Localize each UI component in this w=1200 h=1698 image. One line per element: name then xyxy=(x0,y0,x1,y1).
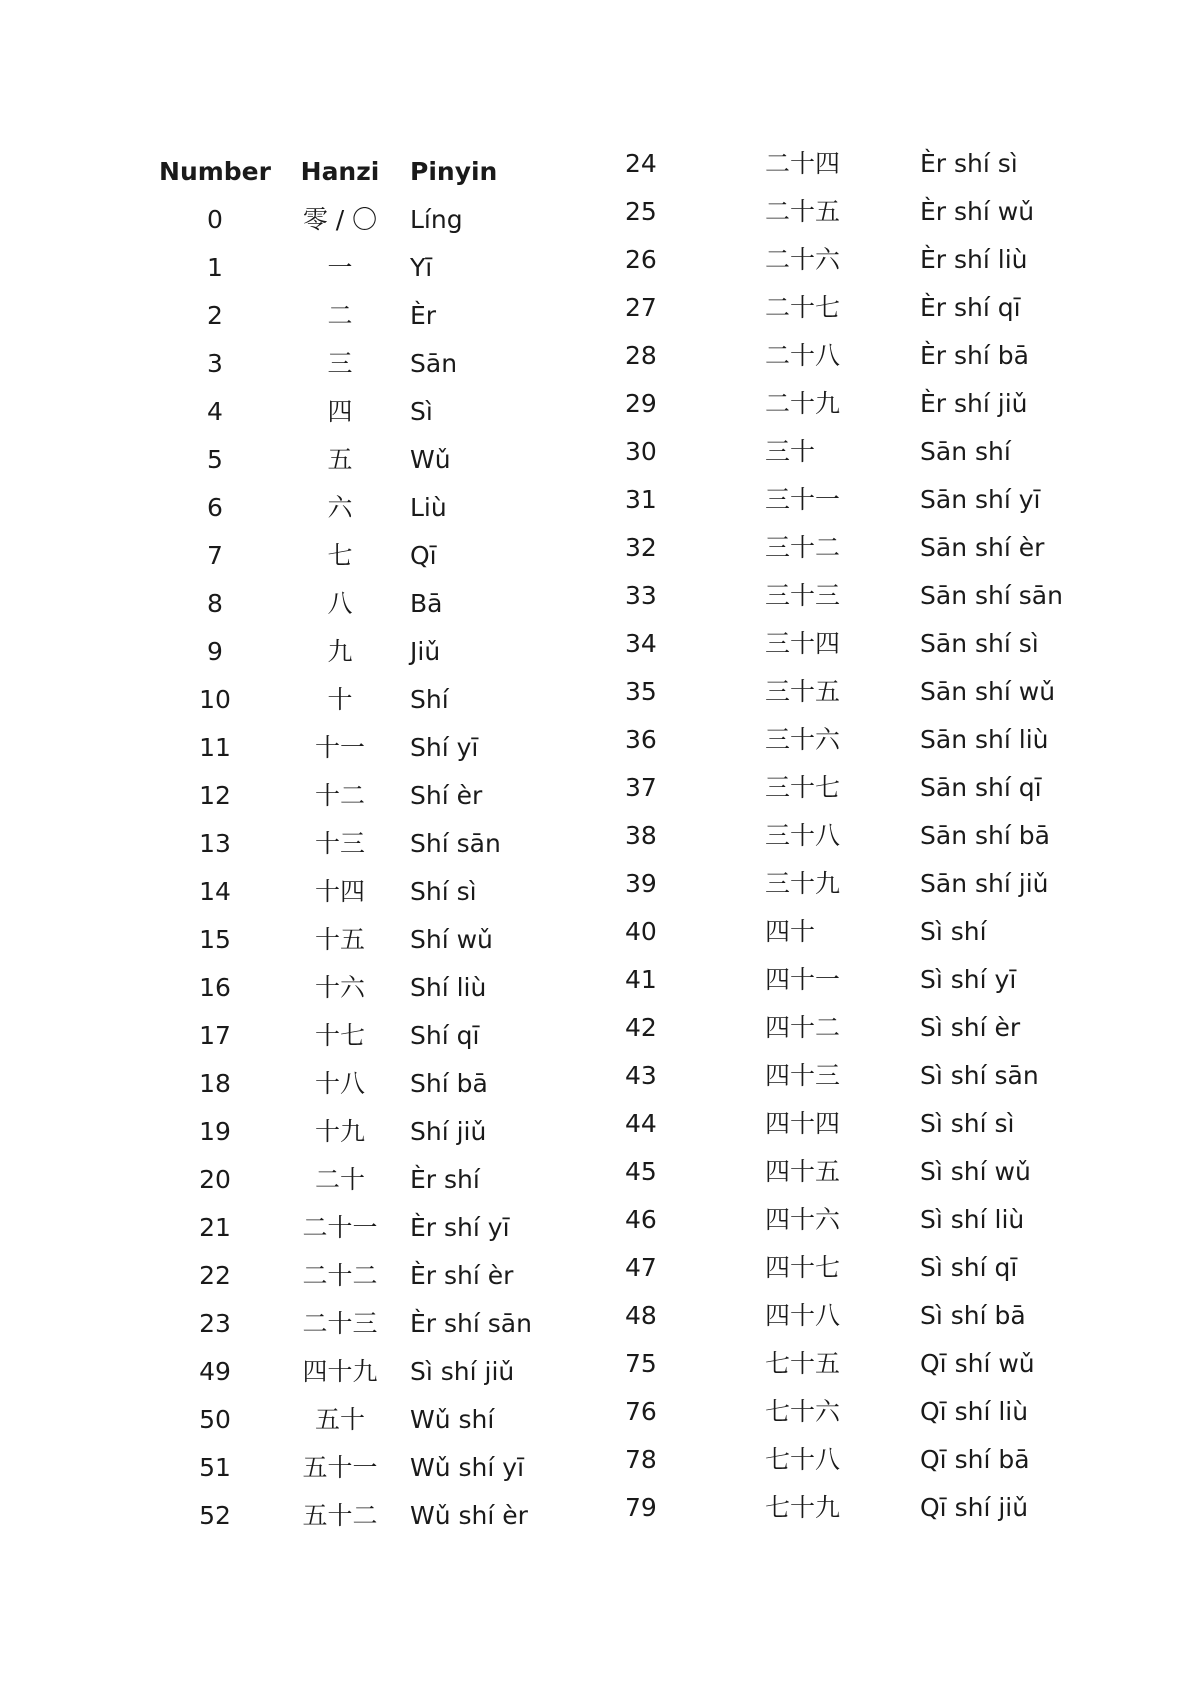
number-cell: 37 xyxy=(625,773,657,802)
number-cell: 32 xyxy=(625,533,657,562)
pinyin-cell: Sì shí sì xyxy=(920,1109,1015,1138)
table-row xyxy=(625,1388,1115,1436)
table-row xyxy=(150,628,590,676)
number-cell: 18 xyxy=(199,1069,231,1098)
number-cell: 42 xyxy=(625,1013,657,1042)
pinyin-cell: Bā xyxy=(410,589,443,618)
hanzi-cell: 二 xyxy=(327,301,353,330)
pinyin-cell: Qī shí wǔ xyxy=(920,1349,1035,1378)
hanzi-cell: 四十八 xyxy=(765,1301,841,1330)
pinyin-cell: Wǔ shí èr xyxy=(410,1501,528,1530)
left-column-table xyxy=(150,140,590,1540)
hanzi-cell: 三十七 xyxy=(765,773,841,802)
hanzi-cell: 四十五 xyxy=(765,1157,841,1186)
hanzi-cell: 七十九 xyxy=(765,1493,841,1522)
number-cell: 52 xyxy=(199,1501,231,1530)
pinyin-cell: Sān shí wǔ xyxy=(920,677,1056,706)
table-row xyxy=(150,388,590,436)
hanzi-cell: 四十一 xyxy=(765,965,841,994)
table-row xyxy=(150,436,590,484)
hanzi-cell: 三十四 xyxy=(765,629,841,658)
hanzi-cell: 十八 xyxy=(314,1069,365,1098)
number-cell: 28 xyxy=(625,341,657,370)
pinyin-cell: Sān shí bā xyxy=(920,821,1050,850)
hanzi-cell: 十二 xyxy=(314,781,365,810)
hanzi-cell: 五十二 xyxy=(302,1501,378,1530)
number-cell: 34 xyxy=(625,629,657,658)
hanzi-cell: 三十五 xyxy=(765,677,841,706)
pinyin-cell: Sì shí èr xyxy=(920,1013,1021,1042)
pinyin-cell: Sān shí qī xyxy=(920,773,1042,802)
number-cell: 4 xyxy=(207,397,223,426)
table-row xyxy=(150,580,590,628)
table-row xyxy=(625,620,1115,668)
hanzi-cell: 九 xyxy=(327,637,353,666)
pinyin-cell: Qī xyxy=(410,541,437,570)
hanzi-cell: 三十三 xyxy=(765,581,841,610)
hanzi-cell: 三 xyxy=(327,349,353,378)
number-cell: 6 xyxy=(207,493,223,522)
hanzi-cell: 七十八 xyxy=(765,1445,841,1474)
pinyin-cell: Shí liù xyxy=(410,973,487,1002)
pinyin-cell: Shí èr xyxy=(410,781,483,810)
hanzi-cell: 二十九 xyxy=(765,389,841,418)
hanzi-cell: 三十二 xyxy=(765,533,841,562)
number-cell: 23 xyxy=(199,1309,231,1338)
number-cell: 36 xyxy=(625,725,657,754)
number-cell: 14 xyxy=(199,877,231,906)
table-row xyxy=(150,1108,590,1156)
number-cell: 13 xyxy=(199,829,231,858)
pinyin-cell: Shí sì xyxy=(410,877,477,906)
table-row xyxy=(150,1012,590,1060)
table-row xyxy=(625,1244,1115,1292)
number-cell: 8 xyxy=(207,589,223,618)
pinyin-cell: Shí qī xyxy=(410,1021,480,1050)
table-row xyxy=(625,524,1115,572)
number-cell: 7 xyxy=(207,541,223,570)
number-cell: 0 xyxy=(207,205,223,234)
left-rows xyxy=(150,196,590,1540)
number-cell: 10 xyxy=(199,685,231,714)
number-cell: 33 xyxy=(625,581,657,610)
number-cell: 30 xyxy=(625,437,657,466)
table-row xyxy=(625,956,1115,1004)
pinyin-cell: Èr shí bā xyxy=(920,341,1029,370)
header-pinyin: Pinyin xyxy=(410,157,498,186)
number-cell: 22 xyxy=(199,1261,231,1290)
hanzi-cell: 二十八 xyxy=(765,341,841,370)
pinyin-cell: Sān shí liù xyxy=(920,725,1049,754)
hanzi-cell: 二十六 xyxy=(765,245,841,274)
table-row xyxy=(150,724,590,772)
table-row xyxy=(625,1004,1115,1052)
hanzi-cell: 四十三 xyxy=(765,1061,841,1090)
number-cell: 17 xyxy=(199,1021,231,1050)
pinyin-cell: Èr shí xyxy=(410,1165,480,1194)
number-cell: 27 xyxy=(625,293,657,322)
table-row xyxy=(150,868,590,916)
table-row xyxy=(625,572,1115,620)
pinyin-cell: Shí yī xyxy=(410,733,479,762)
table-row xyxy=(150,1444,590,1492)
pinyin-cell: Sì shí sān xyxy=(920,1061,1039,1090)
table-row xyxy=(625,1196,1115,1244)
hanzi-cell: 四十 xyxy=(765,917,816,946)
number-cell: 21 xyxy=(199,1213,231,1242)
table-row xyxy=(625,668,1115,716)
table-row xyxy=(150,532,590,580)
pinyin-cell: Jiǔ xyxy=(410,637,441,666)
number-cell: 38 xyxy=(625,821,657,850)
table-row xyxy=(150,484,590,532)
pinyin-cell: Shí sān xyxy=(410,829,501,858)
pinyin-cell: Wǔ xyxy=(410,445,451,474)
right-rows xyxy=(625,140,1115,1532)
table-row xyxy=(625,1052,1115,1100)
hanzi-cell: 十 xyxy=(327,685,353,714)
pinyin-cell: Sì shí qī xyxy=(920,1253,1018,1282)
table-row xyxy=(150,820,590,868)
pinyin-cell: Èr shí sì xyxy=(920,149,1018,178)
pinyin-cell: Sì shí wǔ xyxy=(920,1157,1031,1186)
pinyin-cell: Shí jiǔ xyxy=(410,1117,487,1146)
pinyin-cell: Sì shí yī xyxy=(920,965,1017,994)
hanzi-cell: 四十七 xyxy=(765,1253,841,1282)
table-row xyxy=(625,476,1115,524)
hanzi-cell: 四十六 xyxy=(765,1205,841,1234)
hanzi-cell: 二十三 xyxy=(302,1309,378,1338)
pinyin-cell: Shí xyxy=(410,685,449,714)
number-cell: 78 xyxy=(625,1445,657,1474)
number-cell: 9 xyxy=(207,637,223,666)
number-cell: 43 xyxy=(625,1061,657,1090)
number-cell: 48 xyxy=(625,1301,657,1330)
table-header-row xyxy=(150,148,590,196)
pinyin-cell: Èr shí jiǔ xyxy=(920,389,1028,418)
table-row xyxy=(625,764,1115,812)
number-cell: 44 xyxy=(625,1109,657,1138)
number-cell: 40 xyxy=(625,917,657,946)
pinyin-cell: Sān xyxy=(410,349,458,378)
table-row xyxy=(625,908,1115,956)
pinyin-cell: Wǔ shí xyxy=(410,1405,495,1434)
table-row xyxy=(150,1156,590,1204)
hanzi-cell: 四十四 xyxy=(765,1109,841,1138)
pinyin-cell: Sì shí jiǔ xyxy=(410,1357,515,1386)
number-cell: 29 xyxy=(625,389,657,418)
pinyin-cell: Sì shí bā xyxy=(920,1301,1026,1330)
pinyin-cell: Qī shí jiǔ xyxy=(920,1493,1029,1522)
right-column-table xyxy=(625,140,1115,1532)
table-row xyxy=(625,860,1115,908)
number-cell: 3 xyxy=(207,349,223,378)
number-cell: 12 xyxy=(199,781,231,810)
number-cell: 11 xyxy=(199,733,231,762)
hanzi-cell: 零 / 〇 xyxy=(302,205,378,234)
number-cell: 24 xyxy=(625,149,657,178)
pinyin-cell: Qī shí bā xyxy=(920,1445,1030,1474)
number-cell: 16 xyxy=(199,973,231,1002)
pinyin-cell: Sān shí yī xyxy=(920,485,1041,514)
number-cell: 39 xyxy=(625,869,657,898)
pinyin-cell: Sān shí èr xyxy=(920,533,1045,562)
pinyin-cell: Liù xyxy=(410,493,447,522)
table-row xyxy=(625,188,1115,236)
pinyin-cell: Yī xyxy=(410,253,433,282)
hanzi-cell: 二十一 xyxy=(302,1213,378,1242)
hanzi-cell: 三十九 xyxy=(765,869,841,898)
table-row xyxy=(150,1396,590,1444)
hanzi-cell: 三十一 xyxy=(765,485,841,514)
table-row xyxy=(150,1348,590,1396)
hanzi-cell: 二十四 xyxy=(765,149,841,178)
table-row xyxy=(150,1492,590,1540)
pinyin-cell: Èr shí qī xyxy=(920,293,1021,322)
hanzi-cell: 二十七 xyxy=(765,293,841,322)
pinyin-cell: Shí wǔ xyxy=(410,925,493,954)
hanzi-cell: 十一 xyxy=(314,733,365,762)
header-hanzi: Hanzi xyxy=(300,157,380,186)
hanzi-cell: 六 xyxy=(327,493,353,522)
hanzi-cell: 四十二 xyxy=(765,1013,841,1042)
hanzi-cell: 二十 xyxy=(314,1165,365,1194)
number-cell: 26 xyxy=(625,245,657,274)
table-row xyxy=(625,812,1115,860)
pinyin-cell: Èr shí yī xyxy=(410,1213,510,1242)
table-row xyxy=(625,1148,1115,1196)
pinyin-cell: Sān shí xyxy=(920,437,1011,466)
number-cell: 79 xyxy=(625,1493,657,1522)
pinyin-cell: Sì shí xyxy=(920,917,987,946)
hanzi-cell: 十九 xyxy=(314,1117,365,1146)
table-row xyxy=(625,1340,1115,1388)
hanzi-cell: 四 xyxy=(327,397,353,426)
table-row xyxy=(150,1204,590,1252)
hanzi-cell: 十六 xyxy=(314,973,365,1002)
number-cell: 46 xyxy=(625,1205,657,1234)
hanzi-cell: 七十五 xyxy=(765,1349,841,1378)
pinyin-cell: Sān shí sì xyxy=(920,629,1039,658)
table-row xyxy=(625,1484,1115,1532)
number-cell: 5 xyxy=(207,445,223,474)
number-cell: 2 xyxy=(207,301,223,330)
pinyin-cell: Èr shí liù xyxy=(920,245,1028,274)
table-row xyxy=(625,140,1115,188)
number-cell: 20 xyxy=(199,1165,231,1194)
number-cell: 76 xyxy=(625,1397,657,1426)
hanzi-cell: 四十九 xyxy=(302,1357,378,1386)
table-row xyxy=(150,964,590,1012)
number-cell: 50 xyxy=(199,1405,231,1434)
table-row xyxy=(150,1300,590,1348)
table-row xyxy=(625,1100,1115,1148)
pinyin-cell: Shí bā xyxy=(410,1069,488,1098)
header-number: Number xyxy=(159,157,271,186)
hanzi-cell: 三十六 xyxy=(765,725,841,754)
table-row xyxy=(625,1436,1115,1484)
table-row xyxy=(150,916,590,964)
table-row xyxy=(625,380,1115,428)
table-row xyxy=(150,1252,590,1300)
table-row xyxy=(150,772,590,820)
pinyin-cell: Sì shí liù xyxy=(920,1205,1025,1234)
number-cell: 35 xyxy=(625,677,657,706)
table-row xyxy=(150,1060,590,1108)
number-cell: 1 xyxy=(207,253,223,282)
number-cell: 31 xyxy=(625,485,657,514)
table-row xyxy=(150,244,590,292)
pinyin-cell: Qī shí liù xyxy=(920,1397,1029,1426)
pinyin-cell: Èr xyxy=(410,301,437,330)
table-row xyxy=(625,1292,1115,1340)
hanzi-cell: 七十六 xyxy=(765,1397,841,1426)
table-row xyxy=(625,332,1115,380)
pinyin-cell: Wǔ shí yī xyxy=(410,1453,525,1482)
number-cell: 47 xyxy=(625,1253,657,1282)
number-cell: 49 xyxy=(199,1357,231,1386)
table-row xyxy=(625,716,1115,764)
hanzi-cell: 十五 xyxy=(314,925,365,954)
table-row xyxy=(150,676,590,724)
hanzi-cell: 五十一 xyxy=(302,1453,378,1482)
hanzi-cell: 五 xyxy=(327,445,353,474)
hanzi-cell: 三十 xyxy=(765,437,816,466)
pinyin-cell: Èr shí èr xyxy=(410,1261,514,1290)
table-row xyxy=(150,196,590,244)
hanzi-cell: 十七 xyxy=(314,1021,365,1050)
table-row xyxy=(150,292,590,340)
number-cell: 15 xyxy=(199,925,231,954)
hanzi-cell: 一 xyxy=(327,253,353,282)
pinyin-cell: Èr shí wǔ xyxy=(920,197,1035,226)
hanzi-cell: 十四 xyxy=(314,877,365,906)
number-cell: 19 xyxy=(199,1117,231,1146)
table-row xyxy=(625,236,1115,284)
hanzi-cell: 二十二 xyxy=(302,1261,378,1290)
pinyin-cell: Líng xyxy=(410,205,463,234)
number-cell: 25 xyxy=(625,197,657,226)
number-cell: 45 xyxy=(625,1157,657,1186)
table-row xyxy=(625,428,1115,476)
hanzi-cell: 八 xyxy=(327,589,353,618)
number-cell: 51 xyxy=(199,1453,231,1482)
pinyin-cell: Èr shí sān xyxy=(410,1309,532,1338)
pinyin-cell: Sì xyxy=(410,397,433,426)
hanzi-cell: 七 xyxy=(327,541,353,570)
pinyin-cell: Sān shí jiǔ xyxy=(920,869,1049,898)
hanzi-cell: 十三 xyxy=(314,829,365,858)
number-cell: 41 xyxy=(625,965,657,994)
hanzi-cell: 三十八 xyxy=(765,821,841,850)
pinyin-cell: Sān shí sān xyxy=(920,581,1063,610)
hanzi-cell: 五十 xyxy=(314,1405,365,1434)
table-row xyxy=(625,284,1115,332)
hanzi-cell: 二十五 xyxy=(765,197,841,226)
number-cell: 75 xyxy=(625,1349,657,1378)
table-row xyxy=(150,340,590,388)
